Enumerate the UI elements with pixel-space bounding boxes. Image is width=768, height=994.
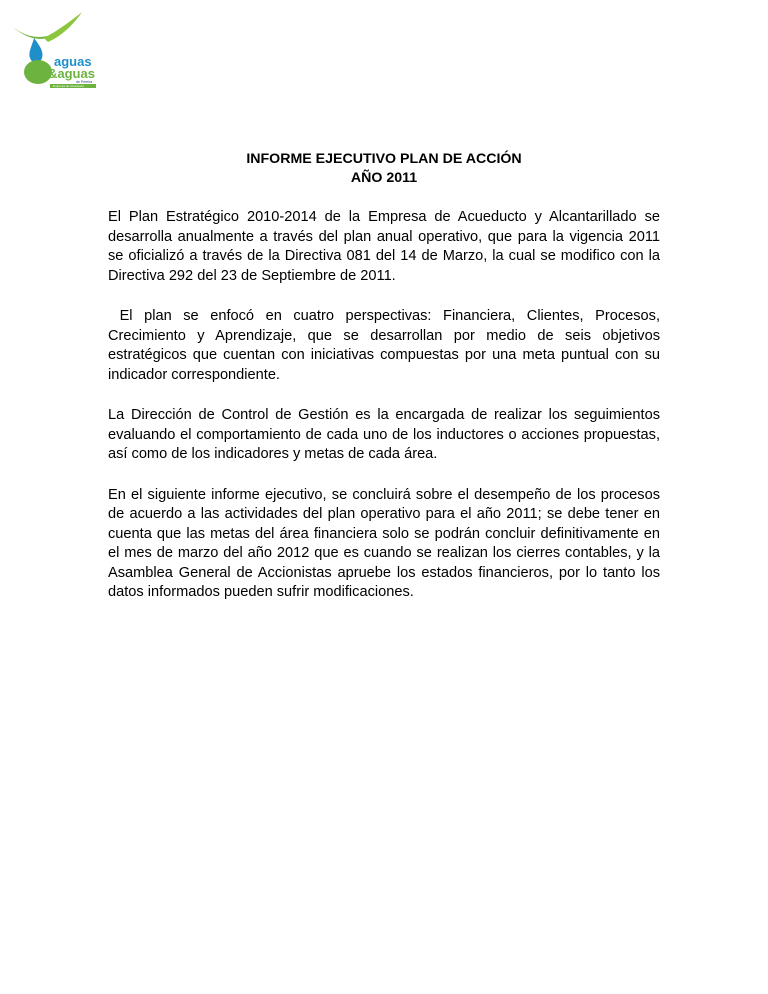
title-line-2: AÑO 2011 bbox=[350, 170, 418, 186]
document-title bbox=[0, 150, 768, 188]
svg-text:Empresa de Acueducto: Empresa de Acueducto bbox=[53, 84, 85, 88]
svg-text:de Pereira: de Pereira bbox=[76, 80, 93, 84]
paragraph-1: El Plan Estratégico 2010-2014 de la Empresa de Acueducto y Alcantarillado se desarrolla anualmente a través del plan anual operativo, que para la vigencia 2011 se oficializó a través de la Directiva 081 del 14 de Marzo, la cual se modifico con la Directiva 292 del 23 de Septiembre de 2011. bbox=[108, 209, 660, 284]
paragraph-4: En el siguiente informe ejecutivo, se concluirá sobre el desempeño de los procesos de acuerdo a las actividades del plan operativo para el año 2011; se debe tener en cuenta que las metas del área financiera solo se podrán concluir definitivamente en el mes de marzo del año 2012 que es cuando se realizan los cierres contables, y la Asamblea General de Accionistas apruebe los estados financieros, por lo tanto los datos informados pueden sufrir modificaciones. bbox=[108, 486, 660, 600]
svg-text:aguas: aguas bbox=[54, 54, 92, 69]
paragraph-3: La Dirección de Control de Gestión es la encargada de realizar los seguimientos evaluando el comportamiento de cada uno de los inductores o acciones propuestas, así como de los indicadores y metas de cada área. bbox=[108, 407, 660, 462]
aguas-y-aguas-logo-icon bbox=[4, 8, 104, 88]
paragraph-2: El plan se enfocó en cuatro perspectivas: Financiera, Clientes, Procesos, Crecimiento y Aprendizaje, que se desarrollan por medio de seis objetivos estratégicos que cuentan con iniciativas compuestas por una meta puntual con su indicador correspondiente. bbox=[108, 308, 665, 383]
svg-text:&aguas: &aguas bbox=[48, 66, 95, 81]
company-logo bbox=[4, 8, 104, 88]
title-line-1: INFORME EJECUTIVO PLAN DE ACCIÓN bbox=[246, 151, 522, 167]
document-body bbox=[108, 208, 665, 624]
